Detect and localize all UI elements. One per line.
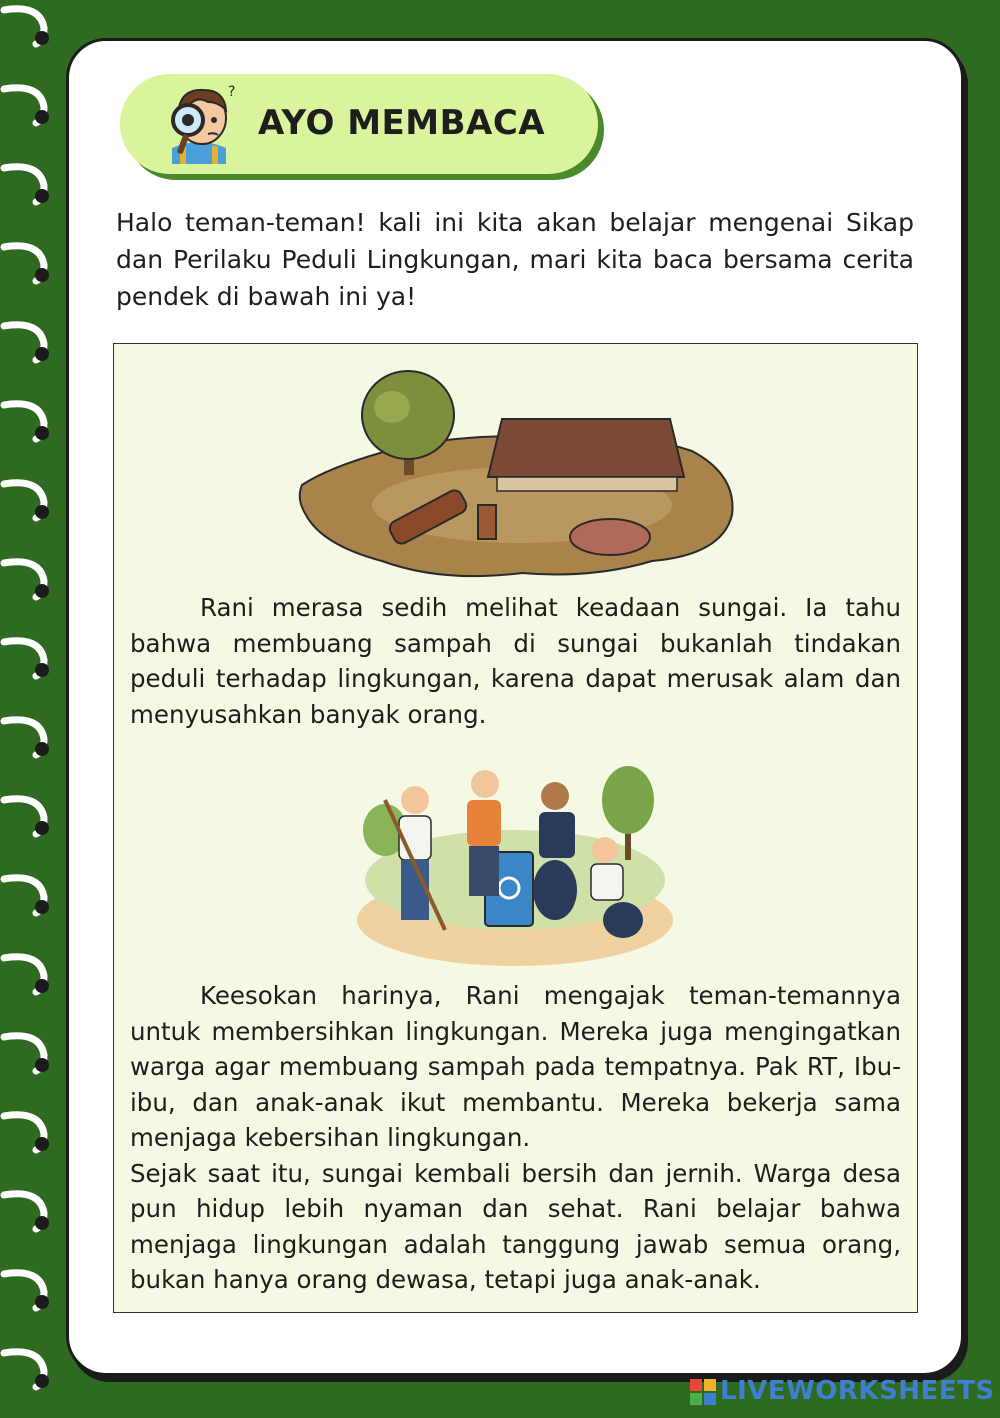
ring-hole [35,1295,49,1309]
story-paragraph-1 [130,590,901,732]
ring-hole [35,663,49,677]
intro-text: Halo teman-teman! kali ini kita akan belajar mengenai Sikap dan Perilaku Peduli Lingkungan, mari kita baca bersama cerita pendek di bawah ini ya! [116,208,914,311]
svg-text:?: ? [228,84,236,100]
page-title: AYO MEMBACA [258,103,546,143]
ring-hole [35,347,49,361]
watermark-text: LIVEWORKSHEETS [720,1376,995,1406]
ring-hole [35,426,49,440]
ring-hole [35,1137,49,1151]
ring-hole [35,979,49,993]
ring-hole [35,821,49,835]
ring-hole [35,1374,49,1388]
kid-with-magnifier-icon [158,80,240,164]
ring-hole [35,268,49,282]
paragraph-1-text: Rani merasa sedih melihat keadaan sungai. Ia tahu bahwa membuang sampah di sungai bukanlah tindakan peduli terhadap lingkungan, karena dapat merusak alam dan menyusahkan banyak orang. [130,593,901,729]
ring-hole [35,31,49,45]
story-paragraph-2 [130,978,901,1298]
ring-hole [35,110,49,124]
spiral-rings-icon [0,0,60,1414]
ring-hole [35,584,49,598]
polluted-land-illustration [292,355,737,585]
ring-hole [35,189,49,203]
paragraph-2-text: Keesokan harinya, Rani mengajak teman-temannya untuk membersihkan lingkungan. Mereka juga mengingatkan warga agar membuang sampah pada tempatnya. Pak RT, Ibu-ibu, dan anak-anak ikut membantu. Mereka bekerja sama menjaga kebersihan lingkungan. [130,981,901,1152]
watermark [690,1376,995,1406]
ring-hole [35,1216,49,1230]
liveworksheets-logo-icon [690,1379,716,1405]
ring-hole [35,505,49,519]
spiral-binding [0,0,60,1414]
ring-hole [35,1058,49,1072]
cleaning-activity-illustration [355,760,675,970]
ring-hole [35,742,49,756]
paragraph-3-text: Sejak saat itu, sungai kembali bersih dan jernih. Warga desa pun hidup lebih nyaman dan sehat. Rani belajar bahwa menjaga lingkungan adalah tanggung jawab semua orang, bukan hanya orang dewasa, tetapi juga anak-anak. [130,1158,901,1294]
ring-hole [35,900,49,914]
